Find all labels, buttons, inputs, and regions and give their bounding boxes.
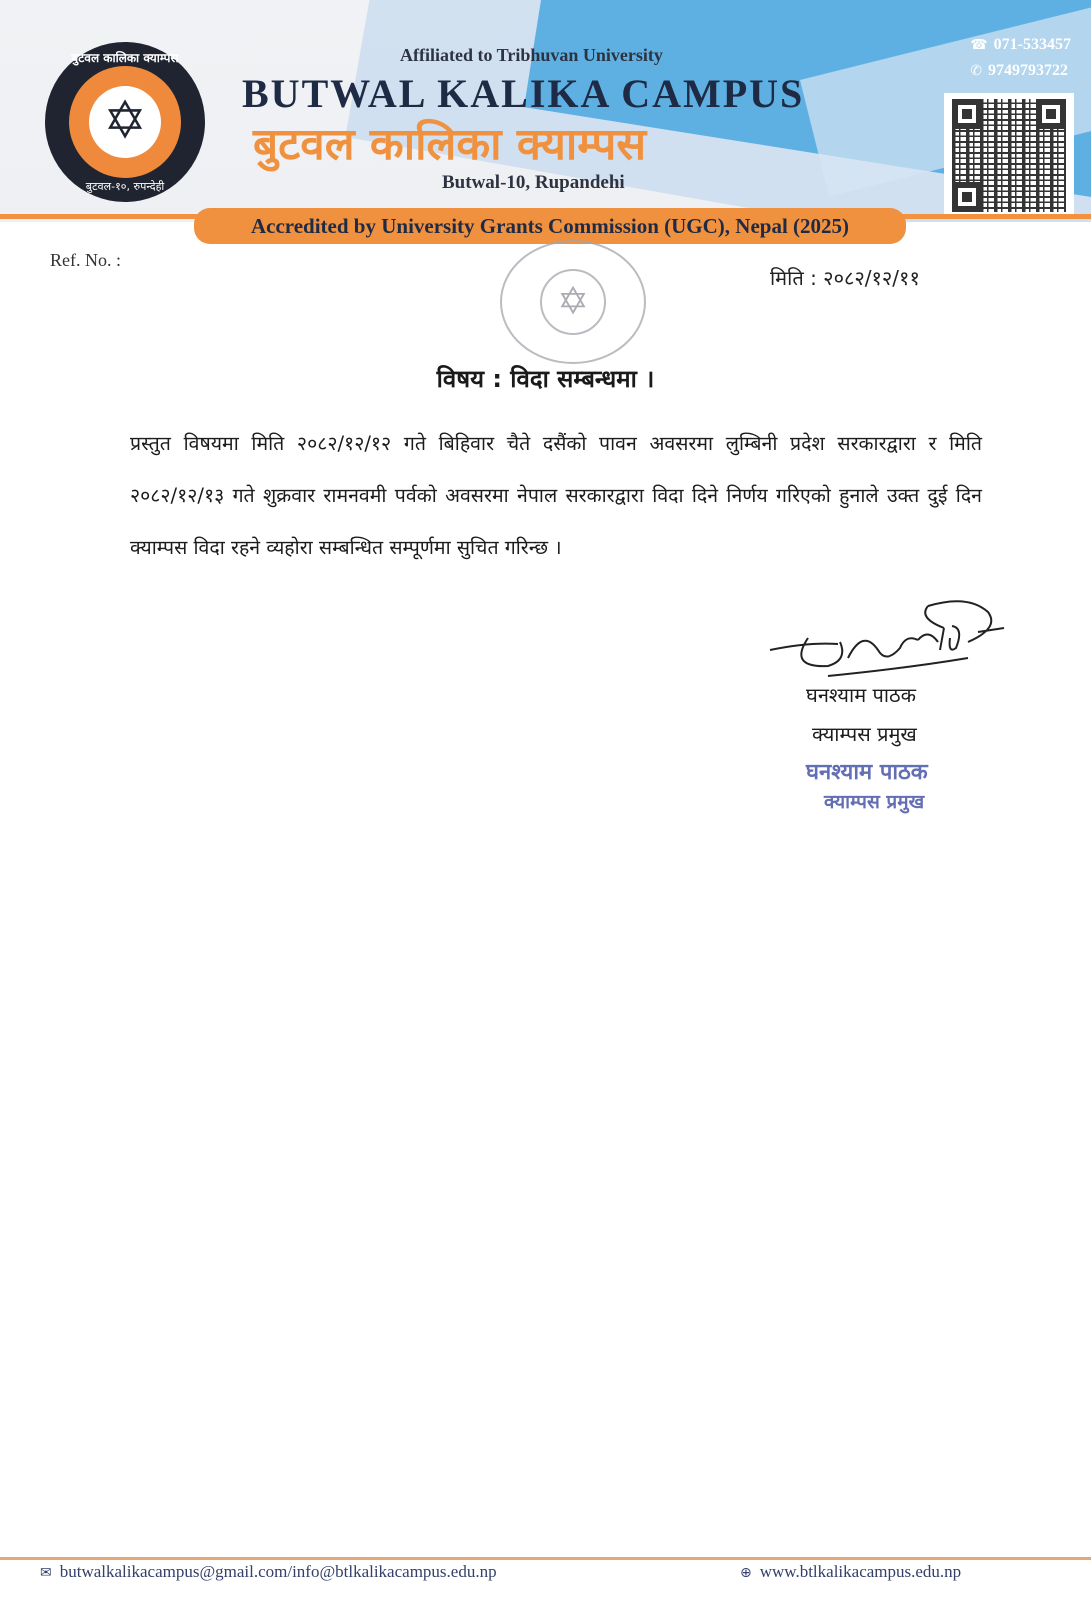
qr-code-pattern [952,99,1066,212]
contact-phones [970,32,1071,84]
letter-subject: विषय : विदा सम्बन्धमा । [436,365,655,393]
institution-address: Butwal-10, Rupandehi [442,172,625,193]
accreditation-banner: Accredited by University Grants Commission (UGC), Nepal (2025) [194,208,906,244]
institution-name-nepali: बुटवल कालिका क्याम्पस [253,119,647,170]
signature-icon [768,598,1013,688]
affiliation-text: Affiliated to Tribhuvan University [400,45,663,65]
stamp-inner-ring [540,269,606,335]
telephone-icon: ☎ [970,37,988,53]
phone-mobile-number: 9749793722 [987,62,1068,79]
star-icon: ✡ [103,93,147,150]
envelope-icon: ✉ [40,1565,52,1581]
footer-email-text[interactable]: butwalkalikacampus@gmail.com/info@btlkalikacampus.edu.np [59,1562,497,1581]
footer-divider [0,1557,1091,1560]
logo-bottom-text: बुटवल-१०, रुपन्देही [85,180,165,193]
signer-title: क्याम्पस प्रमुख [812,722,917,746]
phone-landline-number: 071-533457 [993,36,1071,53]
footer-website-text[interactable]: www.btlkalikacampus.edu.np [759,1562,962,1581]
seal-stamp-title: क्याम्पस प्रमुख [824,791,925,813]
phone-mobile [970,58,1071,84]
seal-stamp-name: घनश्याम पाठक [806,760,928,785]
qr-finder-icon [952,182,982,212]
letter-body: प्रस्तुत विषयमा मिति २०८२/१२/१२ गते बिहिवार चैते दसैंको पावन अवसरमा लुम्बिनी प्रदेश सरकारद्वारा र मिति २०८२/१२/१३ गते शुक्रवार रामनवमी पर्वको अवसरमा नेपाल सरकारद्वारा विदा दिने निर्णय गरिएको हुनाले उक्त दुई दिन क्याम्पस विदा रहने व्यहोरा सम्बन्धित सम्पूर्णमा सुचित गरिन्छ । [130,432,982,559]
qr-code [944,93,1074,218]
qr-finder-icon [952,99,982,129]
footer-website [740,1562,961,1582]
qr-finder-icon [1036,99,1066,129]
signer-name: घनश्याम पाठक [806,683,917,707]
campus-stamp [500,240,646,364]
phone-landline [970,32,1071,58]
star-icon: ✡ [557,281,589,323]
footer-email [40,1562,497,1582]
logo-inner [89,86,161,158]
institution-name-english: BUTWAL KALIKA CAMPUS [242,71,805,116]
campus-logo [45,42,205,202]
phone-handset-icon: ✆ [970,63,982,79]
letterhead [0,0,1091,222]
reference-number-label: Ref. No. : [50,250,121,270]
logo-ring [69,66,181,178]
globe-icon: ⊕ [740,1565,752,1581]
letter-date: मिति : २०८२/१२/११ [770,266,920,290]
logo-top-text: बुटवल कालिका क्याम्पस [71,51,179,65]
